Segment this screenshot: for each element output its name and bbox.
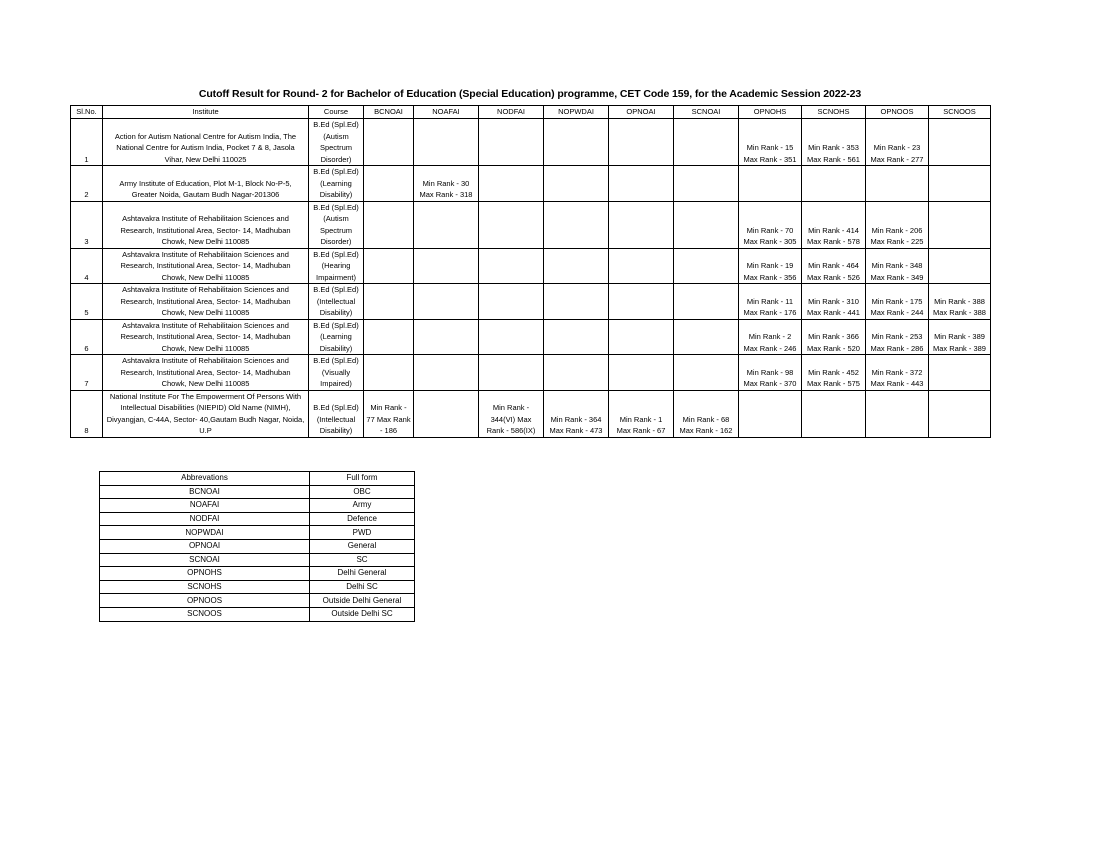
cell-line: B.Ed (Spl.Ed) xyxy=(313,202,359,212)
rank-cell-nodfai xyxy=(479,284,544,320)
abbreviation-row xyxy=(100,539,415,553)
rank-cell-nodfai xyxy=(479,166,544,202)
cell-line: Min Rank - 206 xyxy=(871,225,923,235)
abbreviation-code: SCNOAI xyxy=(100,553,310,567)
abbreviation-code: OPNOHS xyxy=(100,567,310,581)
rank-cell-scnohs xyxy=(802,284,866,320)
cell-line: U.P xyxy=(199,426,212,436)
cell-line: Min Rank - 175 xyxy=(871,296,923,306)
rank-cell-noafai xyxy=(414,284,479,320)
rank-cell-opnoos xyxy=(866,284,929,320)
cell-line: (Hearing xyxy=(321,261,351,271)
rank-cell-opnoai xyxy=(609,355,674,391)
rank-cell-noafai xyxy=(414,355,479,391)
rank-cell-scnoos xyxy=(929,355,991,391)
rank-cell-nodfai xyxy=(479,248,544,284)
cell-line: Max Rank - 370 xyxy=(743,379,797,389)
serial-number: 4 xyxy=(71,248,103,284)
rank-cell-scnoai xyxy=(674,284,739,320)
cell-line: Max Rank - 305 xyxy=(743,237,797,247)
cell-line: Impaired) xyxy=(320,379,352,389)
column-header-scnohs: SCNOHS xyxy=(802,106,866,119)
cell-line: Max Rank - 67 xyxy=(616,426,666,436)
abbreviation-code: NOPWDAI xyxy=(100,526,310,540)
cell-line: Rank - 586(IX) xyxy=(486,426,536,436)
cell-line: Ashtavakra Institute of Rehabilitaion Sciences and xyxy=(122,356,289,366)
course-cell xyxy=(309,248,364,284)
column-header-opnoai: OPNOAI xyxy=(609,106,674,119)
cell-line: Max Rank - 349 xyxy=(870,272,924,282)
rank-cell-scnoai xyxy=(674,166,739,202)
cell-line: Disorder) xyxy=(320,154,352,164)
abbreviation-full-form: OBC xyxy=(310,485,415,499)
cell-line: Max Rank - 578 xyxy=(807,237,860,247)
cell-line: Min Rank - xyxy=(492,403,530,413)
rank-cell-scnohs xyxy=(802,390,866,437)
cell-line: Impairment) xyxy=(315,272,356,282)
rank-cell-opnohs xyxy=(739,248,802,284)
abbreviation-full-form: Outside Delhi General xyxy=(310,594,415,608)
rank-cell-nopwdai xyxy=(544,201,609,248)
cell-line: Chowk, New Delhi 110085 xyxy=(161,272,250,282)
cell-line: Max Rank - 561 xyxy=(807,154,860,164)
abbreviation-code: NOAFAI xyxy=(100,499,310,513)
cell-line: Min Rank - 30 xyxy=(422,178,470,188)
rank-cell-scnohs xyxy=(802,248,866,284)
column-header-bcnoai: BCNOAI xyxy=(364,106,414,119)
table-row xyxy=(71,166,991,202)
cell-line: Max Rank - 286 xyxy=(870,343,924,353)
rank-cell-bcnoai xyxy=(364,166,414,202)
rank-cell-opnoos xyxy=(866,355,929,391)
cell-line: Research, Institutional Area, Sector- 14, Madhuban xyxy=(120,367,291,377)
course-cell xyxy=(309,284,364,320)
abbreviation-row xyxy=(100,580,415,594)
cell-line: B.Ed (Spl.Ed) xyxy=(313,285,359,295)
institute-cell xyxy=(103,390,309,437)
rank-cell-scnoos xyxy=(929,319,991,355)
cell-line: Max Rank - 244 xyxy=(870,308,924,318)
table-row xyxy=(71,319,991,355)
cell-line: Ashtavakra Institute of Rehabilitaion Sciences and xyxy=(122,214,289,224)
cell-line: B.Ed (Spl.Ed) xyxy=(313,120,359,130)
rank-cell-scnoai xyxy=(674,355,739,391)
rank-cell-noafai xyxy=(414,201,479,248)
rank-cell-opnoos xyxy=(866,166,929,202)
rank-cell-nopwdai xyxy=(544,119,609,166)
cell-line: Min Rank - 364 xyxy=(550,414,602,424)
rank-cell-bcnoai xyxy=(364,319,414,355)
cell-line: Ashtavakra Institute of Rehabilitaion Sciences and xyxy=(122,285,289,295)
cell-line: Disability) xyxy=(319,308,353,318)
institute-cell xyxy=(103,166,309,202)
rank-cell-bcnoai xyxy=(364,390,414,437)
rank-cell-nopwdai xyxy=(544,248,609,284)
cell-line: (Visually xyxy=(321,367,351,377)
rank-cell-noafai xyxy=(414,166,479,202)
cell-line: Max Rank - 473 xyxy=(549,426,603,436)
cell-line: National Institute For The Empowerment Of Persons With xyxy=(109,391,302,401)
cell-line: Spectrum xyxy=(319,225,353,235)
abbreviations-header-row xyxy=(100,472,415,486)
serial-number: 8 xyxy=(71,390,103,437)
abbreviation-full-form: SC xyxy=(310,553,415,567)
rank-cell-opnoai xyxy=(609,319,674,355)
cell-line: Divyangjan, C-44A, Sector- 40,Gautam Budh Nagar, Noida, xyxy=(106,414,305,424)
cell-line: Min Rank - 68 xyxy=(682,414,730,424)
cell-line: Min Rank - 15 xyxy=(746,143,794,153)
cell-line: B.Ed (Spl.Ed) xyxy=(313,249,359,259)
rank-cell-nopwdai xyxy=(544,319,609,355)
rank-cell-nopwdai xyxy=(544,166,609,202)
cell-line: Greater Noida, Gautam Budh Nagar-201306 xyxy=(131,190,280,200)
rank-cell-opnoos xyxy=(866,319,929,355)
column-header-scnoos: SCNOOS xyxy=(929,106,991,119)
rank-cell-opnoai xyxy=(609,390,674,437)
cell-line: Chowk, New Delhi 110085 xyxy=(161,308,250,318)
rank-cell-noafai xyxy=(414,390,479,437)
rank-cell-scnoai xyxy=(674,319,739,355)
cell-line: Max Rank - 277 xyxy=(870,154,924,164)
column-header-sl-no: Sl.No. xyxy=(71,106,103,119)
column-header-noafai: NOAFAI xyxy=(414,106,479,119)
cell-line: Min Rank - 389 xyxy=(934,332,985,342)
cell-line: Min Rank - 2 xyxy=(748,332,792,342)
cell-line: Action for Autism National Centre for Autism India, The xyxy=(114,131,297,141)
rank-cell-nodfai xyxy=(479,390,544,437)
cell-line: Max Rank - 318 xyxy=(419,190,473,200)
institute-cell xyxy=(103,201,309,248)
rank-cell-opnoos xyxy=(866,201,929,248)
cell-line: Disorder) xyxy=(320,237,352,247)
serial-number: 1 xyxy=(71,119,103,166)
column-header-institute: Institute xyxy=(103,106,309,119)
cell-line: Chowk, New Delhi 110085 xyxy=(161,343,250,353)
cell-line: Max Rank - 225 xyxy=(870,237,924,247)
rank-cell-scnoos xyxy=(929,166,991,202)
cell-line: Chowk, New Delhi 110085 xyxy=(161,379,250,389)
column-header-nopwdai: NOPWDAI xyxy=(544,106,609,119)
rank-cell-nopwdai xyxy=(544,390,609,437)
cell-line: Min Rank - 366 xyxy=(808,332,859,342)
rank-cell-opnohs xyxy=(739,284,802,320)
rank-cell-scnoos xyxy=(929,248,991,284)
cell-line: Min Rank - 23 xyxy=(873,143,921,153)
cell-line: Research, Institutional Area, Sector- 14, Madhuban xyxy=(120,261,291,271)
rank-cell-nodfai xyxy=(479,119,544,166)
cell-line: Min Rank - 1 xyxy=(619,414,663,424)
cell-line: Min Rank - 353 xyxy=(808,143,859,153)
cell-line: Research, Institutional Area, Sector- 14, Madhuban xyxy=(120,332,291,342)
rank-cell-scnoai xyxy=(674,390,739,437)
cutoff-table xyxy=(70,105,991,438)
rank-cell-opnoai xyxy=(609,248,674,284)
rank-cell-scnoos xyxy=(929,119,991,166)
rank-cell-scnoai xyxy=(674,119,739,166)
serial-number: 3 xyxy=(71,201,103,248)
cell-line: National Centre for Autism India, Pocket 7 & 8, Jasola xyxy=(116,143,295,153)
cell-line: Min Rank - 452 xyxy=(808,367,859,377)
abbreviation-code: OPNOAI xyxy=(100,539,310,553)
course-cell xyxy=(309,119,364,166)
rank-cell-scnoai xyxy=(674,201,739,248)
abbreviation-code: SCNOHS xyxy=(100,580,310,594)
rank-cell-noafai xyxy=(414,119,479,166)
rank-cell-scnohs xyxy=(802,166,866,202)
cell-line: Min Rank - 98 xyxy=(746,367,794,377)
cell-line: (Autism xyxy=(323,131,349,141)
rank-cell-bcnoai xyxy=(364,248,414,284)
abbreviation-full-form: PWD xyxy=(310,526,415,540)
document-title: Cutoff Result for Round- 2 for Bachelor of Education (Special Education) programme, CET Code 159, for the Academic Session 2022-23 xyxy=(198,88,862,100)
rank-cell-nodfai xyxy=(479,201,544,248)
rank-cell-nopwdai xyxy=(544,284,609,320)
cell-line: Vihar, New Delhi 110025 xyxy=(164,154,247,164)
rank-cell-scnohs xyxy=(802,319,866,355)
table-row xyxy=(71,119,991,166)
rank-cell-scnohs xyxy=(802,119,866,166)
cell-line: (Learning xyxy=(320,332,352,342)
abbreviation-full-form: General xyxy=(310,539,415,553)
rank-cell-opnohs xyxy=(739,119,802,166)
cell-line: (Intellectual xyxy=(316,414,356,424)
column-header-opnoos: OPNOOS xyxy=(866,106,929,119)
cell-line: Max Rank - 441 xyxy=(807,308,860,318)
rank-cell-opnoai xyxy=(609,119,674,166)
cell-line: Min Rank - 388 xyxy=(934,296,985,306)
serial-number: 5 xyxy=(71,284,103,320)
serial-number: 6 xyxy=(71,319,103,355)
abbreviation-code: OPNOOS xyxy=(100,594,310,608)
cell-line: Min Rank - 11 xyxy=(746,296,794,306)
rank-cell-nodfai xyxy=(479,355,544,391)
abbreviation-full-form: Army xyxy=(310,499,415,513)
cell-line: Max Rank - 356 xyxy=(743,272,797,282)
institute-cell xyxy=(103,248,309,284)
rank-cell-opnohs xyxy=(739,390,802,437)
rank-cell-bcnoai xyxy=(364,119,414,166)
cell-line: Max Rank - 389 xyxy=(933,343,986,353)
rank-cell-bcnoai xyxy=(364,284,414,320)
cell-line: Intellectual Disabilities (NIEPID) Old Name (NIMH), xyxy=(120,403,291,413)
table-header-row xyxy=(71,106,991,119)
abbreviation-code: SCNOOS xyxy=(100,607,310,621)
cell-line: B.Ed (Spl.Ed) xyxy=(313,403,359,413)
cell-line: Ashtavakra Institute of Rehabilitaion Sciences and xyxy=(122,249,289,259)
cell-line: Chowk, New Delhi 110085 xyxy=(161,237,250,247)
cell-line: Min Rank - 464 xyxy=(808,261,859,271)
cell-line: Min Rank - 348 xyxy=(871,261,923,271)
column-header-course: Course xyxy=(309,106,364,119)
cell-line: B.Ed (Spl.Ed) xyxy=(313,167,359,177)
rank-cell-noafai xyxy=(414,248,479,284)
abbreviation-row xyxy=(100,553,415,567)
institute-cell xyxy=(103,119,309,166)
cell-line: Max Rank - 388 xyxy=(933,308,986,318)
rank-cell-opnoai xyxy=(609,166,674,202)
cell-line: 77 Max Rank xyxy=(366,414,411,424)
serial-number: 2 xyxy=(71,166,103,202)
rank-cell-opnohs xyxy=(739,201,802,248)
table-row xyxy=(71,201,991,248)
cell-line: Max Rank - 351 xyxy=(743,154,797,164)
rank-cell-opnoos xyxy=(866,390,929,437)
cell-line: Spectrum xyxy=(319,143,353,153)
cell-line: Disability) xyxy=(319,343,353,353)
abbreviations-table xyxy=(99,471,415,622)
cell-line: Max Rank - 246 xyxy=(743,343,797,353)
abbreviation-row xyxy=(100,526,415,540)
cell-line: Min Rank - xyxy=(370,403,407,413)
serial-number: 7 xyxy=(71,355,103,391)
cell-line: (Intellectual xyxy=(316,296,356,306)
rank-cell-opnoos xyxy=(866,119,929,166)
rank-cell-opnohs xyxy=(739,355,802,391)
abbreviation-code: BCNOAI xyxy=(100,485,310,499)
rank-cell-opnohs xyxy=(739,319,802,355)
rank-cell-scnoos xyxy=(929,390,991,437)
cell-line: Disability) xyxy=(319,190,353,200)
table-row xyxy=(71,284,991,320)
cell-line: Research, Institutional Area, Sector- 14, Madhuban xyxy=(120,225,291,235)
cell-line: Max Rank - 176 xyxy=(743,308,797,318)
abbreviation-row xyxy=(100,485,415,499)
rank-cell-opnoai xyxy=(609,201,674,248)
column-header-opnohs: OPNOHS xyxy=(739,106,802,119)
rank-cell-scnohs xyxy=(802,355,866,391)
abbreviation-row xyxy=(100,512,415,526)
cell-line: Min Rank - 414 xyxy=(808,225,859,235)
abbreviations-header-abbr: Abbrevations xyxy=(100,472,310,486)
rank-cell-scnohs xyxy=(802,201,866,248)
cell-line: Max Rank - 162 xyxy=(679,426,733,436)
cell-line: 344(VI) Max xyxy=(490,414,532,424)
cell-line: Disability) xyxy=(319,426,353,436)
cell-line: Army Institute of Education, Plot M-1, Block No-P-5, xyxy=(119,178,292,188)
rank-cell-nopwdai xyxy=(544,355,609,391)
abbreviation-full-form: Delhi General xyxy=(310,567,415,581)
cell-line: (Learning xyxy=(320,178,352,188)
table-row xyxy=(71,248,991,284)
column-header-scnoai: SCNOAI xyxy=(674,106,739,119)
course-cell xyxy=(309,166,364,202)
cell-line: Min Rank - 19 xyxy=(746,261,794,271)
cell-line: Min Rank - 70 xyxy=(746,225,794,235)
cell-line: (Autism xyxy=(323,214,349,224)
course-cell xyxy=(309,319,364,355)
cell-line: Ashtavakra Institute of Rehabilitaion Sciences and xyxy=(122,320,289,330)
cell-line: - 186 xyxy=(379,426,398,436)
cell-line: Max Rank - 520 xyxy=(807,343,860,353)
course-cell xyxy=(309,201,364,248)
cell-line: B.Ed (Spl.Ed) xyxy=(313,320,359,330)
rank-cell-opnohs xyxy=(739,166,802,202)
rank-cell-noafai xyxy=(414,319,479,355)
cell-line: Min Rank - 253 xyxy=(871,332,923,342)
cell-line: Min Rank - 310 xyxy=(808,296,859,306)
cell-line: Max Rank - 443 xyxy=(870,379,924,389)
institute-cell xyxy=(103,355,309,391)
table-row xyxy=(71,390,991,437)
rank-cell-scnoos xyxy=(929,201,991,248)
course-cell xyxy=(309,355,364,391)
cell-line: Max Rank - 575 xyxy=(807,379,860,389)
institute-cell xyxy=(103,319,309,355)
abbreviation-full-form: Delhi SC xyxy=(310,580,415,594)
rank-cell-opnoos xyxy=(866,248,929,284)
table-row xyxy=(71,355,991,391)
rank-cell-scnoai xyxy=(674,248,739,284)
course-cell xyxy=(309,390,364,437)
rank-cell-bcnoai xyxy=(364,355,414,391)
rank-cell-nodfai xyxy=(479,319,544,355)
column-header-nodfai: NODFAI xyxy=(479,106,544,119)
abbreviation-row xyxy=(100,607,415,621)
rank-cell-bcnoai xyxy=(364,201,414,248)
abbreviation-row xyxy=(100,567,415,581)
cell-line: Research, Institutional Area, Sector- 14, Madhuban xyxy=(120,296,291,306)
abbreviation-row xyxy=(100,594,415,608)
abbreviation-code: NODFAI xyxy=(100,512,310,526)
abbreviation-full-form: Outside Delhi SC xyxy=(310,607,415,621)
cell-line: Min Rank - 372 xyxy=(871,367,923,377)
rank-cell-opnoai xyxy=(609,284,674,320)
institute-cell xyxy=(103,284,309,320)
rank-cell-scnoos xyxy=(929,284,991,320)
cell-line: B.Ed (Spl.Ed) xyxy=(313,356,359,366)
abbreviation-full-form: Defence xyxy=(310,512,415,526)
abbreviations-header-full: Full form xyxy=(310,472,415,486)
abbreviation-row xyxy=(100,499,415,513)
cell-line: Max Rank - 526 xyxy=(807,272,860,282)
